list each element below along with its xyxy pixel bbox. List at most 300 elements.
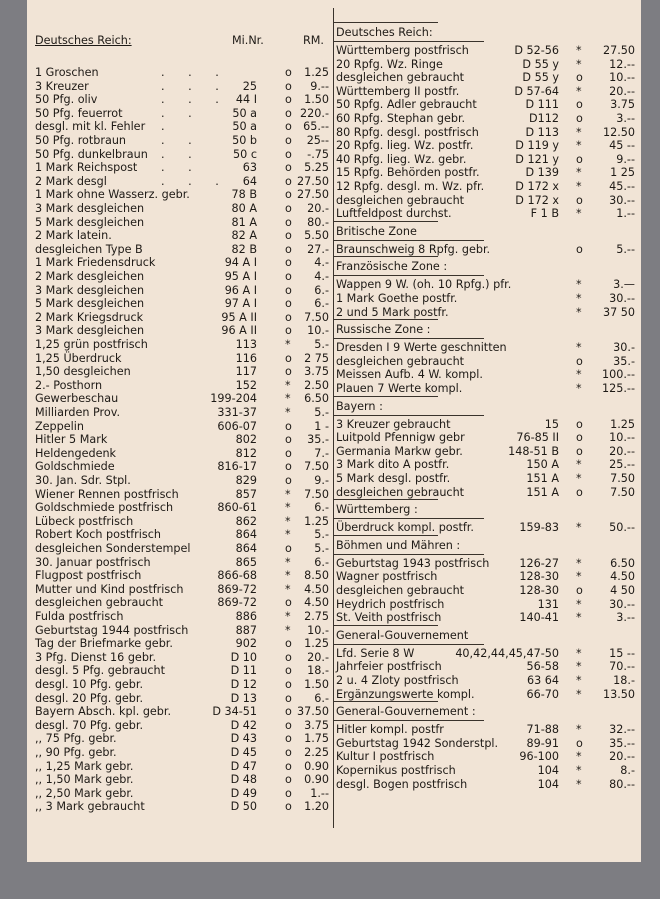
price: 2 75 [304,351,329,365]
right-row [336,194,639,208]
section-heading: Französische Zone : [336,260,448,274]
right-row [336,458,639,472]
catalog-number: 116 [235,351,257,365]
price: 13.50 [602,687,635,701]
price: 20.-- [609,84,635,98]
item-description: 1,25 grün postfrisch [35,338,148,351]
item-description: Geburtstag 1942 Sonderstpl. [336,736,499,750]
right-row [336,674,639,688]
condition-mark: o [285,79,292,93]
catalog-number: 812 [235,446,257,460]
item-description: ,, 3 Mark gebraucht [35,800,145,814]
section-heading: Russische Zone : [336,323,431,337]
condition-mark: o [285,365,292,379]
condition-mark: * [576,305,582,319]
condition-mark: o [285,596,292,610]
price: 6.50 [304,392,329,406]
item-description: Kultur I postfrisch [336,750,435,764]
item-description: desgleichen gebraucht [336,584,465,597]
catalog-number: 96 A II [221,324,257,338]
left-row [35,93,331,107]
right-row [336,382,639,396]
price: 1.20 [304,800,329,814]
item-description: Kopernikus postfrisch [336,764,456,777]
section-heading: Bayern : [336,399,383,413]
right-row [336,521,639,535]
left-row [35,474,331,488]
catalog-number: D 172 x [515,193,559,207]
item-description: desgleichen gebraucht [336,71,465,85]
right-row [336,584,639,598]
right-row [336,418,639,432]
condition-mark: o [285,161,292,175]
price: 45 -- [609,139,635,153]
item-description: 12 Rpfg. desgl. m. Wz. pfr. [336,180,485,193]
condition-mark: * [285,338,291,351]
right-row [336,750,639,764]
condition-mark: * [285,392,291,406]
catalog-number: 126-27 [519,556,559,570]
left-row [35,243,331,257]
item-description: ,, 90 Pfg. gebr. [35,746,117,759]
right-row [336,570,639,584]
item-description: Geburtstag 1944 postfrisch [35,623,189,637]
price: 37 50 [602,305,635,319]
item-description: Überdruck kompl. postfr. [336,521,474,535]
catalog-number: 865 [235,555,257,569]
price: 30.- [613,341,635,355]
condition-mark: o [285,188,292,202]
section-rule-top [334,319,438,320]
catalog-number: 131 [537,597,559,611]
right-row [336,278,639,292]
section-rule-bottom [334,41,484,42]
condition-mark: * [285,569,291,583]
price: 1.25 [304,637,329,651]
left-row [35,460,331,474]
price: 4.50 [304,596,329,610]
price: 27.- [307,242,329,256]
item-description: 3 Mark dito A postfr. [336,458,450,472]
section-rule-bottom [334,644,484,645]
item-description: Goldschmiede postfrisch [35,501,174,515]
condition-mark: * [285,582,291,596]
condition-mark: o [576,736,583,750]
catalog-number: 97 A I [224,297,257,311]
left-row [35,760,331,774]
condition-mark: * [285,623,291,637]
price: 3.— [613,278,635,292]
item-description: 20 Rpfg. Wz. Ringe [336,57,443,71]
condition-mark: o [285,351,292,365]
item-description: desgleichen Sonderstempel [35,542,191,555]
catalog-number: D 43 [230,732,257,746]
condition-mark: * [576,687,582,701]
catalog-number: D 113 [525,125,559,139]
left-row [35,188,331,202]
condition-mark: * [576,139,582,153]
catalog-number: 94 A I [224,256,257,270]
price: 1.25 [610,417,635,431]
item-description: 50 Pfg. feuerrot [35,106,123,120]
leader-dots: . . . [161,93,229,107]
condition-mark: o [285,106,292,120]
right-row [336,723,639,737]
item-description: desgl. mit kl. Fehler [35,120,146,134]
catalog-number: 50 b [232,134,257,147]
catalog-number: 857 [235,487,257,501]
condition-mark: * [576,44,582,57]
condition-mark: o [285,310,292,324]
right-row [336,472,639,486]
item-description: 2 Mark desgleichen [35,270,145,283]
right-row [336,126,639,140]
catalog-number: 199-204 [210,392,257,406]
left-row [35,284,331,298]
item-description: 40 Rpfg. lieg. Wz. gebr. [336,152,467,166]
condition-mark: o [285,746,292,759]
condition-mark: o [285,324,292,338]
item-description: Luitpold Pfennigw gebr [336,431,465,445]
catalog-number: 151 A [526,472,559,485]
right-row [336,611,639,625]
section-rule-bottom [334,720,484,721]
price: 1.50 [304,93,329,107]
item-description: desgl. 10 Pfg. gebr. [35,678,144,691]
left-row [35,746,331,760]
price: 4.50 [610,570,635,584]
catalog-number: 829 [235,474,257,487]
right-row [336,306,639,320]
condition-mark: * [285,406,291,419]
catalog-number: 44 I [235,93,257,107]
price: 5.- [314,528,329,542]
item-description: Jahrfeier postfrisch [336,660,442,674]
section-rule-bottom [334,518,484,519]
price: 30.-- [609,597,635,611]
price: 5.25 [304,161,329,175]
catalog-number: 104 [537,777,559,791]
item-description: desgleichen gebraucht [336,193,465,207]
item-description: ,, 1,50 Mark gebr. [35,773,134,787]
price: 27.50 [602,44,635,57]
price: 3.-- [616,112,635,125]
item-description: 1,25 Überdruck [35,351,122,365]
price: 6.- [314,297,329,311]
right-row [336,85,639,99]
catalog-number: 82 B [231,242,257,256]
section-rule-top [334,396,438,397]
item-description: Dresden I 9 Werte geschnitten [336,341,507,355]
right-row [336,98,639,112]
left-row [35,651,331,665]
catalog-number: D 55 y [522,57,559,71]
right-row [336,153,639,167]
price: 7.50 [610,485,635,499]
price: 5.50 [304,229,329,243]
item-description: desgleichen gebraucht [35,596,164,610]
price: 15 -- [609,646,635,660]
item-description: Hitler 5 Mark [35,433,108,447]
left-row [35,596,331,610]
item-description: 2 Mark latein. [35,229,112,243]
item-description: Württemberg II postfr. [336,84,460,98]
right-row [336,139,639,153]
condition-mark: o [285,800,292,814]
condition-mark: o [285,650,292,664]
item-description: desgl. Bogen postfrisch [336,777,468,791]
item-description: 30. Jan. Sdr. Stpl. [35,474,131,487]
item-description: 1 Mark Goethe postfr. [336,292,458,305]
price: 5.-- [616,242,635,256]
condition-mark: * [285,610,291,623]
condition-mark: * [576,521,582,535]
price: 2.25 [304,746,329,759]
condition-mark: * [576,777,582,791]
item-description: Wappen 9 W. (oh. 10 Rpfg.) pfr. [336,278,512,292]
left-row [35,692,331,706]
item-description: Goldschmiede [35,460,115,474]
price: 30.-- [609,292,635,305]
left-header-rm: RM. [303,34,324,47]
left-row [35,229,331,243]
item-description: 20 Rpfg. lieg. Wz. postfr. [336,139,474,153]
catalog-number: D112 [529,112,559,125]
right-row [336,341,639,355]
leader-dots: . [161,120,175,134]
condition-mark: o [285,93,292,107]
price: 20.-- [609,750,635,764]
left-row [35,107,331,121]
left-row [35,610,331,624]
catalog-number: D 11 [230,664,257,678]
left-row [35,583,331,597]
leader-dots: . . [161,147,202,161]
condition-mark: * [285,378,291,392]
price: 25-- [306,134,329,147]
catalog-number: 860-61 [217,501,257,515]
catalog-number: 66-70 [526,687,559,701]
condition-mark: o [576,152,583,166]
condition-mark: * [576,278,582,292]
catalog-number: D 50 [230,800,257,814]
left-row [35,501,331,515]
section-rule-bottom [334,338,484,339]
section-heading: General-Gouvernement [336,628,469,642]
condition-mark: * [576,660,582,674]
price: 3.75 [304,718,329,732]
item-description: Lübeck postfrisch [35,514,134,528]
price: 5.- [314,542,329,555]
price: 7.- [314,446,329,460]
catalog-number: 159-83 [519,521,559,535]
item-description: Zeppelin [35,419,84,433]
catalog-number: 902 [235,637,257,651]
price: 4.- [314,270,329,283]
item-description: Flugpost postfrisch [35,569,142,583]
price: 30.-- [609,193,635,207]
item-description: 50 Rpfg. Adler gebraucht [336,98,477,112]
left-row [35,488,331,502]
price: 8.50 [304,569,329,583]
price: 10.-- [609,431,635,445]
condition-mark: * [285,528,291,542]
item-description: 2 Mark Kriegsdruck [35,310,144,324]
price: 10.-- [609,71,635,85]
condition-mark: * [576,368,582,382]
price: 9.-- [310,79,329,93]
catalog-number: 78 B [231,188,257,202]
catalog-number: 95 A I [224,270,257,283]
price: 9.-- [616,152,635,166]
condition-mark: * [576,57,582,71]
condition-mark: * [576,166,582,180]
condition-mark: * [285,514,291,528]
catalog-number: 96-100 [519,750,559,764]
condition-mark: o [285,256,292,270]
catalog-number: D 45 [230,746,257,759]
condition-mark: * [576,556,582,570]
left-row [35,365,331,379]
left-row [35,311,331,325]
section-heading: Böhmen und Mähren : [336,538,461,552]
left-row [35,433,331,447]
condition-mark: o [285,134,292,147]
catalog-number: 96 A I [224,283,257,297]
price: 20.-- [609,444,635,458]
item-description: 1,50 desgleichen [35,365,131,379]
leader-dots: . . [161,106,202,120]
price: 80.- [307,215,329,229]
left-row [35,542,331,556]
condition-mark: o [285,474,292,487]
right-row [336,368,639,382]
catalog-number: 802 [235,433,257,447]
right-row [336,598,639,612]
item-description: Wiener Rennen postfrisch [35,487,179,501]
price: 7.50 [304,460,329,474]
condition-mark: o [285,147,292,161]
left-row [35,148,331,162]
left-row [35,556,331,570]
item-description: 3 Mark desgleichen [35,202,145,215]
left-row [35,161,331,175]
condition-mark: * [285,487,291,501]
item-description: Milliarden Prov. [35,406,121,419]
price: 5.- [314,406,329,419]
price: 1.25 [304,66,329,79]
catalog-number: 76-85 II [516,431,559,445]
catalog-number: 40,42,44,45,47-50 [455,646,559,660]
price: 1.50 [304,678,329,691]
price: 45.-- [609,180,635,193]
item-description: Tag der Briefmarke gebr. [35,637,173,651]
item-description: 3 Pfg. Dienst 16 gebr. [35,650,157,664]
condition-mark: o [285,433,292,447]
price: 1 - [314,419,329,433]
condition-mark: o [285,174,292,188]
condition-mark: o [285,759,292,773]
price: 1 25 [610,166,635,180]
section-rule-bottom [334,240,484,241]
item-description: desgl. 70 Pfg. gebr. [35,718,144,732]
condition-mark: * [576,764,582,777]
catalog-number: D 42 [230,718,257,732]
price: 1.-- [310,786,329,800]
item-description: Robert Koch postfrisch [35,528,161,542]
condition-mark: o [285,718,292,732]
left-row [35,732,331,746]
left-row [35,800,331,814]
condition-mark: o [285,283,292,297]
item-description: Heydrich postfrisch [336,597,445,611]
left-row [35,134,331,148]
section-rule-bottom [334,415,484,416]
catalog-number: 869-72 [217,596,257,610]
condition-mark: o [285,460,292,474]
item-description: 3 Mark desgleichen [35,324,145,338]
item-description: St. Veith postfrisch [336,611,442,625]
catalog-number: 63 64 [526,674,559,687]
catalog-number: D 13 [230,691,257,705]
item-description: Ergänzungswerte kompl. [336,687,475,701]
right-row [336,557,639,571]
right-row [336,660,639,674]
section-rule-top [334,221,438,222]
condition-mark: * [285,555,291,569]
condition-mark: o [285,120,292,134]
left-row [35,678,331,692]
left-row [35,324,331,338]
item-description: desgleichen Type B [35,242,143,256]
catalog-number: 862 [235,514,257,528]
item-description: desgl. 5 Pfg. gebraucht [35,664,165,678]
item-description: Württemberg postfrisch [336,44,469,57]
price: 4.50 [304,582,329,596]
catalog-number: F 1 B [530,207,559,221]
catalog-number: D 57-64 [514,84,559,98]
price-list-card [27,0,641,862]
item-description: 5 Mark desgleichen [35,297,145,311]
right-row [336,44,639,58]
price: 5.- [314,338,329,351]
left-row [35,420,331,434]
catalog-number: D 55 y [522,71,559,85]
price: 1.25 [304,514,329,528]
catalog-number: D 49 [230,786,257,800]
condition-mark: o [285,202,292,215]
condition-mark: * [576,570,582,584]
left-row [35,773,331,787]
price: 6.50 [610,556,635,570]
left-row [35,705,331,719]
price: 25.-- [609,458,635,472]
price: 50.-- [609,521,635,535]
item-description: desgleichen gebraucht [336,354,465,368]
price: 32.-- [609,723,635,737]
section-rule-top [334,256,438,257]
condition-mark: * [576,723,582,737]
catalog-number: 128-30 [519,584,559,597]
condition-mark: o [285,732,292,746]
price: 10.- [307,623,329,637]
price: 1.-- [616,207,635,221]
condition-mark: o [576,112,583,125]
section-heading: General-Gouvernement : [336,705,476,719]
section-heading: Deutsches Reich: [336,26,433,39]
catalog-number: D 119 y [515,139,559,153]
price: 10.- [307,324,329,338]
